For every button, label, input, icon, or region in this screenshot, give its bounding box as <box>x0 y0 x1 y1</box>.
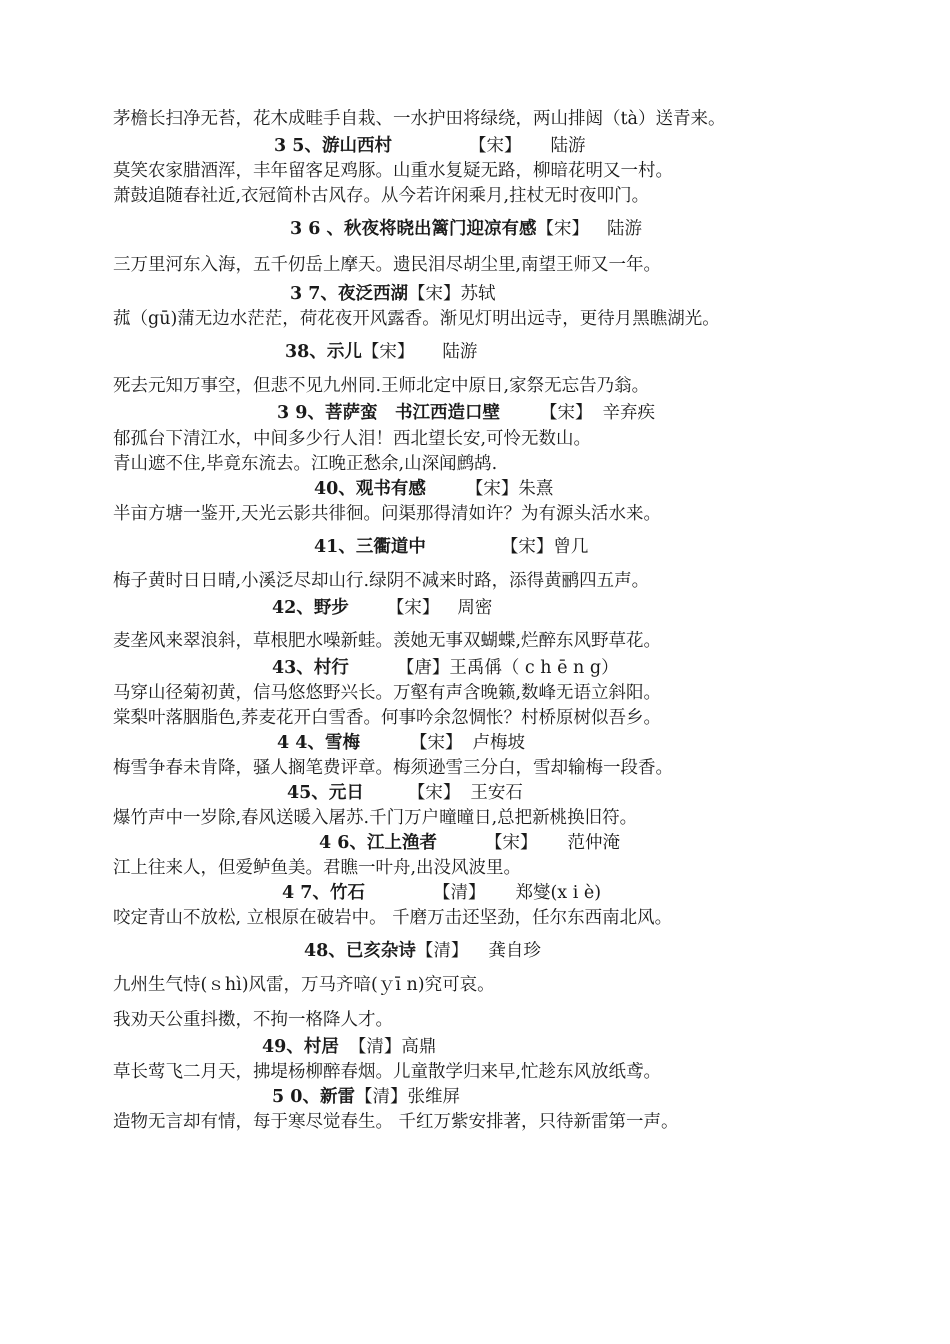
poem-dynasty: 【宋】 <box>468 136 522 156</box>
poem-heading <box>287 782 523 804</box>
poem-author: 周密 <box>457 598 493 618</box>
poem-title: 43、村行 <box>272 658 349 678</box>
poem-title: 38、示儿 <box>285 342 362 362</box>
poem-title: 3 7、夜泛西湖 <box>290 284 408 304</box>
poem-heading <box>277 402 655 424</box>
poem-heading <box>314 478 553 500</box>
poem-title: 5 0、新雷 <box>272 1087 355 1107</box>
poem-title: 49、村居 <box>262 1037 339 1057</box>
verse-line: 三万里河东入海，五千仞岳上摩天。遗民泪尽胡尘里,南望王师又一年。 <box>113 255 662 275</box>
poem-author: 范仲淹 <box>567 833 620 853</box>
poem-dynasty: 【宋】 <box>386 598 440 618</box>
verse-line: 造物无言却有情，每于寒尽觉春生。 千红万紫安排著，只待新雷第一声。 <box>113 1112 679 1132</box>
poem-title: 40、观书有感 <box>314 479 426 499</box>
poem-heading <box>282 882 601 904</box>
poem-dynasty: 【清】 <box>354 1087 408 1107</box>
poem-heading <box>304 940 541 962</box>
poem-author: 王安石 <box>470 783 523 803</box>
poem-heading <box>277 732 525 754</box>
poem-author: 陆游 <box>442 342 478 362</box>
verse-line: 萧鼓追随春社近,衣冠简朴古风存。从今若许闲乘月,拄杖无时夜叩门。 <box>113 186 650 206</box>
verse-line: 茅檐长扫净无苔，花木成畦手自栽、一水护田将绿绕，两山排闼（tà）送青来。 <box>113 109 726 129</box>
poem-heading <box>314 536 588 558</box>
poem-dynasty: 【宋】 <box>536 219 590 239</box>
poem-title: 48、已亥杂诗 <box>304 941 416 961</box>
poem-author: 苏轼 <box>460 284 496 304</box>
poem-dynasty: 【宋】 <box>484 833 538 853</box>
poem-author: 朱熹 <box>518 479 554 499</box>
poem-dynasty: 【唐】 <box>396 658 450 678</box>
poem-dynasty: 【宋】 <box>539 403 593 423</box>
poem-author: 卢梅坡 <box>472 733 525 753</box>
poem-dynasty: 【清】 <box>348 1037 402 1057</box>
poem-author: 陆游 <box>550 136 586 156</box>
poem-dynasty: 【宋】 <box>407 783 461 803</box>
poem-heading <box>285 341 477 363</box>
poem-dynasty: 【清】 <box>432 883 486 903</box>
poem-heading <box>272 657 619 679</box>
poem-title: 4 6、江上渔者 <box>319 833 437 853</box>
verse-line: 菰（gū)蒲无边水茫茫，荷花夜开风露香。渐见灯明出远寺，更待月黑瞧湖光。 <box>113 309 720 329</box>
verse-line: 棠梨叶落胭脂色,荞麦花开白雪香。何事吟余忽惆怅？村桥原树似吾乡。 <box>113 708 662 728</box>
poem-title: 4 4、雪梅 <box>277 733 360 753</box>
poem-author: 辛弃疾 <box>602 403 655 423</box>
poem-dynasty: 【宋】 <box>407 284 461 304</box>
poem-title: 4 7、竹石 <box>282 883 365 903</box>
verse-line: 九州生气恃(ｓhì)风雷，万马齐喑(ｙī n)究可哀。 <box>113 975 495 995</box>
verse-line: 草长莺飞二月天，拂堤杨柳醉春烟。儿童散学归来早,忙趁东风放纸鸢。 <box>113 1062 662 1082</box>
verse-line: 爆竹声中一岁除,春风送暖入屠苏.千门万户曈曈日,总把新桃换旧符。 <box>113 808 638 828</box>
poem-author: 陆游 <box>607 219 643 239</box>
poem-title: 45、元日 <box>287 783 364 803</box>
verse-line: 梅雪争春未肯降，骚人搁笔费评章。梅须逊雪三分白，雪却输梅一段香。 <box>113 758 673 778</box>
poem-author: 张维屏 <box>407 1087 460 1107</box>
verse-line: 咬定青山不放松, 立根原在破岩中。 千磨万击还坚劲，任尔东西南北风。 <box>113 908 673 928</box>
poem-title: 3 6 、秋夜将晓出篱门迎凉有感 <box>290 219 537 239</box>
poem-author: 龚自珍 <box>488 941 541 961</box>
verse-line: 青山遮不住,毕竟东流去。江晚正愁余,山深闻鹧鸪. <box>113 454 498 474</box>
poem-heading <box>290 283 495 305</box>
poem-title: 3 9、菩萨蛮 书江西造口壁 <box>277 403 500 423</box>
verse-line: 莫笑农家腊酒浑，丰年留客足鸡豚。山重水复疑无路，柳暗花明又一村。 <box>113 161 673 181</box>
poem-heading <box>272 1086 460 1108</box>
poem-dynasty: 【宋】 <box>409 733 463 753</box>
verse-line: 我劝天公重抖擞，不拘一格降人才。 <box>113 1010 393 1030</box>
poem-heading <box>319 832 620 854</box>
verse-line: 梅子黄时日日晴,小溪泛尽却山行.绿阴不减来时路，添得黄鹂四五声。 <box>113 571 650 591</box>
poem-author: 王禹偁（ c h ē n g） <box>449 658 619 678</box>
poem-dynasty: 【清】 <box>415 941 469 961</box>
poem-title: 42、野步 <box>272 598 349 618</box>
verse-line: 马穿山径菊初黄，信马悠悠野兴长。万壑有声含晚籁,数峰无语立斜阳。 <box>113 683 662 703</box>
poem-title: 3 5、游山西村 <box>274 136 392 156</box>
verse-line: 半亩方塘一鉴开,天光云影共徘徊。问渠那得清如许？为有源头活水来。 <box>113 504 662 524</box>
poem-author: 曾几 <box>553 537 589 557</box>
poem-heading <box>274 135 585 157</box>
verse-line: 郁孤台下清江水，中间多少行人泪！西北望长安,可怜无数山。 <box>113 429 592 449</box>
poem-dynasty: 【宋】 <box>500 537 554 557</box>
poem-dynasty: 【宋】 <box>361 342 415 362</box>
verse-line: 江上往来人，但爱鲈鱼美。君瞧一叶舟,出没风波里。 <box>113 858 522 878</box>
poem-title: 41、三衢道中 <box>314 537 426 557</box>
poem-heading <box>262 1036 436 1058</box>
poem-dynasty: 【宋】 <box>465 479 519 499</box>
verse-line: 死去元知万事空，但悲不见九州同.王师北定中原日,家祭无忘告乃翁。 <box>113 376 650 396</box>
verse-line: 麦垄风来翠浪斜，草根肥水噪新蛙。羡她无事双蝴蝶,烂醉东风野草花。 <box>113 631 662 651</box>
poem-author: 郑燮(x i è) <box>515 883 602 903</box>
poem-heading <box>272 597 492 619</box>
poem-heading <box>290 218 642 240</box>
poem-author: 高鼎 <box>401 1037 437 1057</box>
